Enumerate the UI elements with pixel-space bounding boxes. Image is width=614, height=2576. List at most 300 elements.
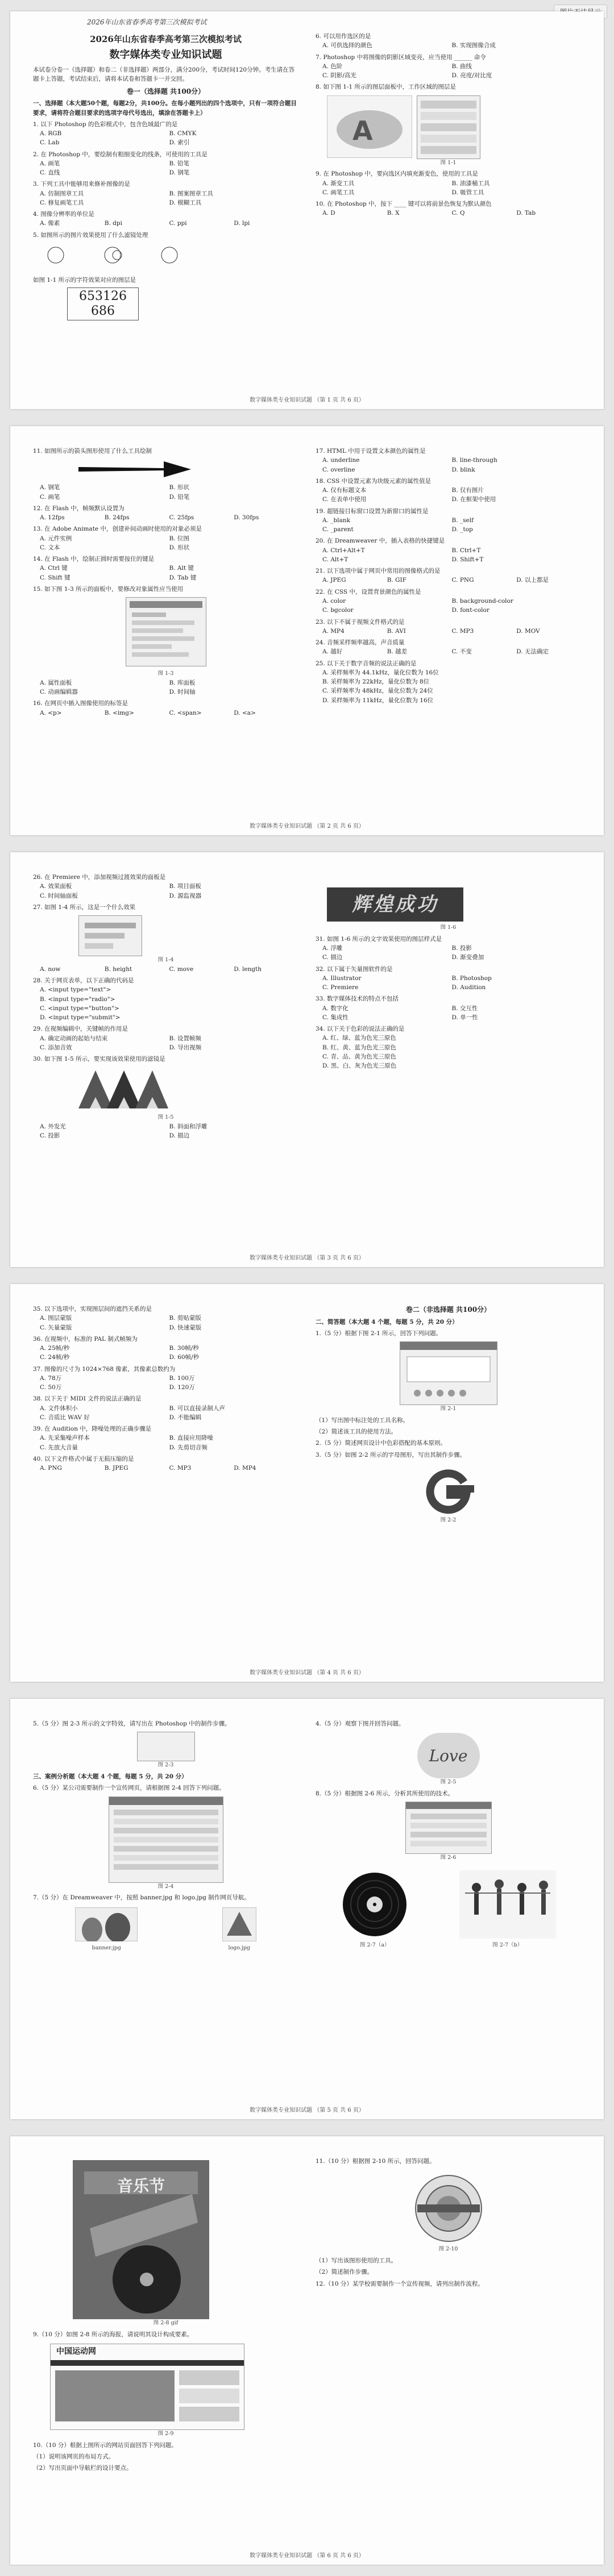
page-1 [10, 11, 604, 409]
option: B. Photoshop [451, 974, 492, 982]
figure-caption: 图 2-9 [157, 2430, 174, 2437]
figure-caption: 图 2-5 [440, 1779, 457, 1786]
option: B. X [387, 210, 400, 217]
option: C. 修复画笔工具 [40, 199, 84, 206]
dancers-silhouette-figure [459, 1870, 556, 1939]
option: C. 直线 [40, 169, 60, 177]
page-header: 2026年山东省春季高考第三次模拟考试 [87, 18, 207, 26]
question-27: 27. 如图 1-4 所示，这是一个什么效果 [33, 903, 136, 911]
option: C. 采样频率为 48kHz，量化位数为 24位 [322, 687, 433, 695]
option: C. 画笔工具 [322, 189, 355, 196]
option: D. 以上都是 [516, 577, 549, 584]
option: C. MP3 [451, 627, 474, 635]
right-column [316, 30, 581, 320]
page-header [10, 852, 604, 868]
dialog-window-figure [400, 1341, 497, 1405]
love-text-figure: Love [417, 1733, 480, 1778]
option: B. 采样频率为 22kHz，量化位数为 8位 [322, 678, 430, 686]
question-26: 26. 在 Premiere 中，添加视频过渡效果的面板是 [33, 874, 166, 881]
section-title: 卷一（选择题 共100分） [126, 87, 205, 95]
footer-title: 数字媒体类专业知识试题 [250, 397, 313, 403]
option: A. 像素 [40, 220, 60, 227]
question-s10: 10.（10 分）根据上图所示的网站页面回答下列问题。 [33, 2441, 177, 2449]
question-19: 19. 超链接目标窗口设置为新窗口的属性是 [316, 507, 429, 515]
option: B. 仅有图片 [451, 487, 484, 494]
question-37: 37. 图像的尺寸为 1024×768 像素，其像素总数约为 [33, 1365, 176, 1373]
instruction: 二、简答题（本大题 4 个题，每题 5 分，共 20 分） [316, 1318, 458, 1325]
option: D. <a> [234, 709, 256, 716]
right-column [316, 1717, 581, 1952]
footer-page-number: （第 5 页 共 6 页） [314, 2107, 364, 2114]
option: D. Shift+T [451, 556, 484, 563]
question-1: 1. 以下 Photoshop 的色彩模式中，包含色域最广的是 [33, 120, 178, 128]
option: A. 浮雕 [322, 944, 343, 952]
option: C. 动画编辑器 [40, 689, 78, 696]
page-header [10, 1284, 604, 1300]
text-effect-figure [137, 1732, 195, 1761]
page-footer [10, 395, 604, 403]
option: A. 确定动画的起始与结束 [40, 1035, 108, 1042]
question-23: 23. 以下不属于视频文件格式的是 [316, 618, 405, 626]
question-s10a: （1）说明该网页的布局方式。 [33, 2453, 115, 2460]
option: C. _parent [322, 526, 354, 533]
left-column [33, 30, 298, 320]
option: B. 直接应用降噪 [169, 1435, 213, 1442]
option: C. Alt+T [322, 556, 349, 563]
option: D. 时间轴 [169, 689, 196, 696]
question-17: 17. HTML 中用于设置文本颜色的属性是 [316, 448, 426, 455]
site-layout-sketch [51, 2360, 244, 2428]
option: C. 24帧/秒 [40, 1354, 70, 1361]
figure-caption: 图 2-7（a） [360, 1942, 390, 1949]
option: A. 渐变工具 [322, 180, 355, 187]
question-20: 20. 在 Dreamweaver 中，插入表格的快捷键是 [316, 537, 445, 545]
option: B. 实现图像合成 [451, 42, 496, 49]
page-footer [10, 2105, 604, 2114]
option: C. move [169, 965, 194, 973]
footer-title: 数字媒体类专业知识试题 [250, 1670, 313, 1676]
option: A. 色阶 [322, 62, 343, 70]
logo-artwork-figure [327, 95, 412, 158]
option: B. Ctrl+T [451, 547, 481, 554]
question-40: 40. 以下文件格式中属于无损压缩的是 [33, 1455, 134, 1462]
image-label: logo.jpg [228, 1944, 251, 1951]
question-5: 5. 如图所示的图片效果使用了什么滤镜处理 [33, 231, 148, 239]
site-logo: 中国运动网 [56, 2347, 96, 2357]
footer-page-number: （第 3 页 共 6 页） [314, 1255, 364, 1261]
option: A. 可供选择的颜色 [322, 42, 372, 49]
option: A. Ctrl+Alt+T [322, 547, 365, 554]
option: A. <p> [40, 709, 62, 716]
option: A. 外发光 [40, 1123, 66, 1131]
option: C. Q [451, 210, 465, 217]
option: B. 投影 [451, 944, 472, 952]
question-9: 9. 在 Photoshop 中，要向选区内填充渐变色，使用的工具是 [316, 170, 478, 178]
question-14: 14. 在 Flash 中，绘制正圆时需要按住的键是 [33, 556, 155, 563]
question-29: 29. 在视频编辑中，关键帧的作用是 [33, 1026, 128, 1033]
option: B. 可以直接录制人声 [169, 1404, 225, 1412]
exam-title: 2026年山东省春季高考第三次模拟考试 [90, 34, 242, 44]
option: C. 50万 [40, 1384, 62, 1391]
footer-title: 数字媒体类专业知识试题 [250, 2553, 313, 2559]
option: D. 导出视频 [169, 1044, 202, 1051]
question-s9: 9.（10 分）如图 2-8 所示的海报，请说明其设计构成要素。 [33, 2331, 193, 2338]
section-title: 卷二（非选择题 共100分） [405, 1306, 491, 1314]
left-column [33, 1302, 298, 1525]
option: A. PNG [40, 1465, 62, 1472]
option: C. overline [322, 466, 355, 473]
question-7: 7. Photoshop 中将图像的阴影区域变亮，应当使用 ______ 命令 [316, 53, 486, 61]
question-35: 35. 以下选项中，实现图层间的遮挡关系的是 [33, 1306, 152, 1312]
option: C. 25fps [169, 514, 194, 522]
option: B. <input type="radio"> [40, 995, 115, 1003]
figure-caption: 图 2-1 [440, 1406, 457, 1412]
question-s11b: （2）简述制作步骤。 [316, 2269, 374, 2276]
figure-caption: 图 2-3 [157, 1762, 174, 1769]
option: D. 钢笔 [169, 169, 190, 177]
question-3: 3. 下列工具中能够用来修补图像的是 [33, 181, 130, 188]
question-6: 6. 可以用作选区的是 [316, 33, 371, 40]
option: A. now [40, 965, 61, 973]
option: D. font-color [451, 607, 489, 614]
footer-page-number: （第 1 页 共 6 页） [314, 397, 364, 403]
option: A. color [322, 597, 346, 605]
question-s11a: （1）写出该图形使用的工具。 [316, 2257, 397, 2264]
option: B. <img> [104, 709, 134, 716]
option: A. 仿制图章工具 [40, 190, 84, 197]
page-4 [10, 1284, 604, 1682]
website-figure [50, 2344, 244, 2430]
banner-text-figure: 辉煌成功 [327, 887, 463, 922]
option: A. 红、绿、蓝为色光三原色 [322, 1035, 396, 1042]
option: A. D [322, 210, 335, 217]
question-25: 25. 以下关于数字音频的说法正确的是 [316, 660, 417, 667]
option: D. blink [451, 466, 475, 473]
option: B. CMYK [169, 130, 197, 137]
option: A. 78万 [40, 1374, 62, 1382]
question-31: 31. 如图 1-6 所示的文字效果使用的图层样式是 [316, 935, 442, 943]
right-column [316, 1302, 581, 1525]
option: B. height [104, 965, 132, 973]
banner-picture [75, 1907, 138, 1941]
file-panel-figure [109, 1796, 223, 1883]
option: B. GIF [387, 577, 406, 584]
option: D. 60帧/秒 [169, 1354, 200, 1361]
layer-style-figure [405, 1802, 492, 1854]
option: A. 钢笔 [40, 484, 60, 491]
triangle-pattern-figure [73, 1066, 169, 1111]
question-30: 30. 如下图 1-5 所示，要实现该效果使用的滤镜是 [33, 1056, 165, 1063]
option: D. MP4 [234, 1465, 256, 1472]
option: B. 铅笔 [169, 160, 189, 167]
question-8: 8. 如下图 1-1 所示的图层面板中，工作区域的图层是 [316, 84, 456, 91]
option: B. 斜面和浮雕 [169, 1123, 208, 1131]
option: C. <span> [169, 709, 202, 716]
page-3 [10, 852, 604, 1267]
question-s4: 4.（5 分）观察下图并回答问题。 [316, 1720, 405, 1727]
page-footer [10, 821, 604, 830]
option: D. 源监视器 [169, 892, 202, 899]
option: B. 越差 [387, 648, 408, 656]
badge-circle-figure [406, 2171, 491, 2245]
option: D. Tab 键 [169, 574, 197, 581]
instruction: 三、案例分析题（本大题 4 个题，每题 5 分，共 20 分） [33, 1773, 188, 1780]
option: B. 30帧/秒 [169, 1345, 199, 1352]
right-column [316, 2154, 581, 2473]
option: A. _blank [322, 516, 350, 524]
figure-caption: 图 2-8 gif [153, 2320, 179, 2326]
page-footer [10, 1668, 604, 1676]
option: D. 在框架中使用 [451, 496, 496, 503]
vinyl-record-figure [341, 1870, 409, 1939]
question-36: 36. 在视频中，标准的 PAL 制式帧频为 [33, 1335, 138, 1343]
effect-figure [78, 915, 142, 956]
logo-image [222, 1907, 256, 1953]
option: A. underline [322, 457, 360, 464]
letter-g-figure [423, 1465, 474, 1516]
question-s12: 12.（10 分）某学校需要制作一个宣传视频，请列出制作流程。 [316, 2280, 484, 2287]
logo-picture [222, 1907, 256, 1941]
question-39: 39. 在 Audition 中，降噪处理的正确步骤是 [33, 1425, 152, 1433]
option: D. lpi [234, 220, 250, 227]
page-header [10, 426, 604, 442]
option: B. AVI [387, 627, 406, 635]
right-column [316, 870, 581, 1141]
option: B. dpi [104, 220, 122, 227]
exam-notice: 本试卷分卷一（选择题）和卷二（非选择题）两部分，满分200分，考试时间120分钟。考生请在答题卡上答题，考试结束后，请将本试卷和答题卡一并交回。 [33, 66, 295, 83]
option: A. 12fps [40, 514, 65, 522]
option: D. length [234, 965, 262, 973]
option: B. 剪贴蒙版 [169, 1315, 201, 1322]
left-column [33, 870, 298, 1141]
figure-caption: 图 2-4 [157, 1883, 174, 1890]
option: D. MOV [516, 627, 540, 635]
question-s10b: （2）写出页面中导航栏的设计要点。 [33, 2465, 132, 2472]
figure-caption: 图 2-10 [438, 2246, 458, 2253]
option: C. MP3 [169, 1465, 192, 1472]
option: D. 快速蒙版 [169, 1324, 202, 1331]
question-22: 22. 在 CSS 中，设置背景颜色的属性是 [316, 588, 421, 595]
option: A. 文件体积小 [40, 1404, 78, 1412]
option: C. Shift 键 [40, 574, 70, 581]
option: B. _self [451, 516, 474, 524]
option: C. 集成性 [322, 1014, 349, 1021]
option: D. 不能编辑 [169, 1414, 202, 1421]
instruction: 一、选择题（本大题50个题，每题2分，共100分。在每小题列出的四个选项中，只有一项符合题目要求，请将符合题目要求的选项字母代号选出，填涂在答题卡上） [33, 100, 297, 116]
question-2: 2. 在 Photoshop 中，要绘制有粗细变化的线条，可使用的工具是 [33, 151, 208, 158]
figure-caption: 图 1-5 [157, 1114, 174, 1121]
option: A. 属性面板 [40, 679, 72, 686]
option: C. 文本 [40, 544, 60, 551]
option: D. 无法确定 [516, 648, 549, 656]
option: B. 24fps [104, 514, 130, 522]
question-s5: 5.（5 分）图 2-3 所示的文字特效，请写出在 Photoshop 中的制作步骤。 [33, 1720, 231, 1727]
banner-image [75, 1907, 138, 1953]
option: B. line-through [451, 457, 497, 464]
figure-caption: 图 1-4 [157, 957, 174, 964]
option: D. <input type="submit"> [40, 1014, 121, 1022]
option: B. 100万 [169, 1374, 195, 1382]
option: A. RGB [40, 130, 62, 137]
option: D. 描边 [169, 1132, 190, 1140]
question-4: 4. 图像分辨率的单位是 [33, 211, 94, 218]
option: B. 曲线 [451, 62, 472, 70]
option: C. 投影 [40, 1132, 60, 1140]
figure-caption: 图 2-6 [440, 1854, 457, 1861]
question-s2: 2.（5 分）简述网页设计中色彩搭配的基本原则。 [316, 1440, 447, 1447]
numbers-figure: 653126 686 [67, 287, 139, 321]
figure-caption: 图 2-7（b） [492, 1942, 523, 1949]
exam-subject: 数字媒体类专业知识试题 [109, 49, 222, 61]
option: A. 元件实例 [40, 535, 72, 542]
option: A. 仅有标题文本 [322, 487, 367, 494]
option: C. ppi [169, 220, 187, 227]
option: D. 铅笔 [169, 493, 190, 501]
option: C. 描边 [322, 954, 343, 961]
option: A. 25帧/秒 [40, 1345, 70, 1352]
question-s3: 3.（5 分）如图 2-2 所示的字母图形，写出其制作步骤。 [316, 1451, 466, 1458]
option: A. 效果面板 [40, 883, 72, 890]
footer-page-number: （第 4 页 共 6 页） [314, 1670, 364, 1676]
arrow-figure [78, 458, 192, 481]
question-10: 10. 在 Photoshop 中，按下 ____ 键可以将前景色恢复为默认颜色 [316, 201, 492, 208]
footer-page-number: （第 6 页 共 6 页） [314, 2553, 364, 2559]
page-6 [10, 2136, 604, 2565]
right-column [316, 444, 581, 718]
svg-text:A: A [352, 115, 373, 146]
option: D. 亮度/对比度 [451, 72, 492, 80]
question-16: 16. 在网页中插入图像使用的标签是 [33, 700, 128, 707]
figure-caption: 图 2-2 [440, 1516, 457, 1523]
option: D. 索引 [169, 139, 190, 147]
option: C. 时间轴面板 [40, 892, 78, 899]
question-s1: 1.（5 分）根据下图 2-1 所示，回答下列问题。 [316, 1329, 442, 1337]
question-24: 24. 音频采样频率越高，声音质量 [316, 639, 405, 647]
question-32: 32. 以下属于矢量图软件的是 [316, 965, 393, 973]
option: B. 红、黄、蓝为色光三原色 [322, 1044, 396, 1051]
option: C. Lab [40, 139, 60, 147]
option: D. 采样频率为 11kHz，量化位数为 16位 [322, 697, 434, 704]
option: D. 30fps [234, 514, 259, 522]
circle-figure [33, 242, 204, 268]
option: B. 项目面板 [169, 883, 201, 890]
layers-panel-figure [417, 95, 480, 159]
question-18: 18. CSS 中设置元素为块级元素的属性值是 [316, 477, 432, 485]
page-5 [10, 1699, 604, 2119]
option: A. 图层蒙版 [40, 1315, 72, 1322]
footer-title: 数字媒体类专业知识试题 [250, 2107, 313, 2114]
option: D. 模糊工具 [169, 199, 202, 206]
option: C. 矢量蒙版 [40, 1324, 72, 1331]
option: B. 位图 [169, 535, 189, 542]
option: C. 添加音效 [40, 1044, 72, 1051]
page-header [10, 2136, 604, 2152]
option: A. 越好 [322, 648, 343, 656]
option: A. 数字化 [322, 1004, 349, 1012]
option: D. 形状 [169, 544, 190, 551]
option: D. Tab [516, 210, 536, 217]
question-s6: 6.（5 分）某公司需要制作一个宣传网页，请根据图 2-4 回答下列问题。 [33, 1785, 225, 1792]
figure-caption: 图 1-6 [440, 924, 457, 931]
footer-title: 数字媒体类专业知识试题 [250, 1255, 313, 1261]
option: A. 画笔 [40, 160, 60, 167]
left-column [33, 444, 298, 718]
left-column [33, 1717, 298, 1952]
option: C. <input type="button"> [40, 1004, 119, 1012]
option: B. 形状 [169, 484, 189, 491]
question-38: 38. 以下关于 MIDI 文件的说法正确的是 [33, 1395, 142, 1403]
option: D. 渐变叠加 [451, 954, 484, 961]
option: C. bgcolor [322, 607, 354, 614]
image-label: banner.jpg [92, 1944, 121, 1951]
question-28: 28. 关于网页表单，以下正确的代码是 [33, 977, 134, 985]
option: C. 画笔 [40, 493, 60, 501]
option: B. 库面板 [169, 679, 196, 686]
option: D. 先剪切音频 [169, 1444, 208, 1451]
question-5b: 如图 1-1 所示的字符效果对应的图层是 [33, 277, 136, 284]
option: C. 在表单中使用 [322, 496, 367, 503]
option: D. Audition [451, 984, 486, 991]
question-s1b: （2）简述该工具的使用方法。 [316, 1428, 397, 1436]
footer-title: 数字媒体类专业知识试题 [250, 823, 313, 830]
option: D. 120万 [169, 1384, 195, 1391]
question-15: 15. 如下图 1-3 所示的面板中，要修改对象属性应当使用 [33, 585, 184, 593]
left-column [33, 2154, 298, 2473]
question-34: 34. 以下关于色彩的说法正确的是 [316, 1026, 405, 1033]
option: A. <input type="text"> [40, 986, 111, 994]
option: B. 设置帧频 [169, 1035, 201, 1042]
page-header [10, 1699, 604, 1715]
option: C. 不变 [451, 648, 472, 656]
question-12: 12. 在 Flash 中，帧频默认设置为 [33, 505, 125, 512]
option: B. background-color [451, 597, 513, 605]
page-footer [10, 1253, 604, 1261]
footer-page-number: （第 2 页 共 6 页） [314, 823, 364, 830]
music-poster-figure [73, 2160, 209, 2319]
option: B. 图案图章工具 [169, 190, 213, 197]
figure-caption: 图 1-1 [440, 159, 457, 166]
question-s11: 11.（10 分）根据图 2-10 所示，回答问题。 [316, 2158, 435, 2165]
option: C. 阴影/高光 [322, 72, 356, 80]
option: B. JPEG [104, 1465, 128, 1472]
option: D. 吸管工具 [451, 189, 484, 196]
page-footer [10, 2550, 604, 2559]
option: A. Ctrl 键 [40, 565, 68, 572]
option: B. 交互性 [451, 1004, 478, 1012]
figure-caption: 图 1-3 [157, 670, 174, 677]
option: C. 音质比 WAV 好 [40, 1414, 90, 1421]
option: A. 先采集噪声样本 [40, 1435, 90, 1442]
option: D. 黑、白、灰为色光三原色 [322, 1062, 397, 1070]
question-11: 11. 如图所示的箭头图形使用了什么工具绘制 [33, 448, 152, 455]
option: A. MP4 [322, 627, 345, 635]
option: B. 油漆桶工具 [451, 180, 490, 187]
option: D. 单一性 [451, 1014, 478, 1021]
question-21: 21. 以下选项中属于网页中常用的图像格式的是 [316, 568, 441, 575]
option: B. Alt 键 [169, 565, 194, 572]
option: C. Premiere [322, 984, 359, 991]
option: C. 青、品、黄为色光三原色 [322, 1053, 396, 1060]
option: C. PNG [451, 577, 474, 584]
page-2 [10, 426, 604, 835]
question-33: 33. 数字媒体技术的特点不包括 [316, 995, 399, 1003]
question-s1a: （1）写出图中标注处的工具名称。 [316, 1416, 409, 1424]
option: C. 先放大音量 [40, 1444, 78, 1451]
question-s8: 8.（5 分）根据图 2-6 所示，分析其所使用的技术。 [316, 1790, 454, 1797]
option: A. JPEG [322, 577, 346, 584]
question-13: 13. 在 Adobe Animate 中，创建补间动画时使用的对象必须是 [33, 526, 202, 533]
option: A. Illustrator [322, 974, 362, 982]
